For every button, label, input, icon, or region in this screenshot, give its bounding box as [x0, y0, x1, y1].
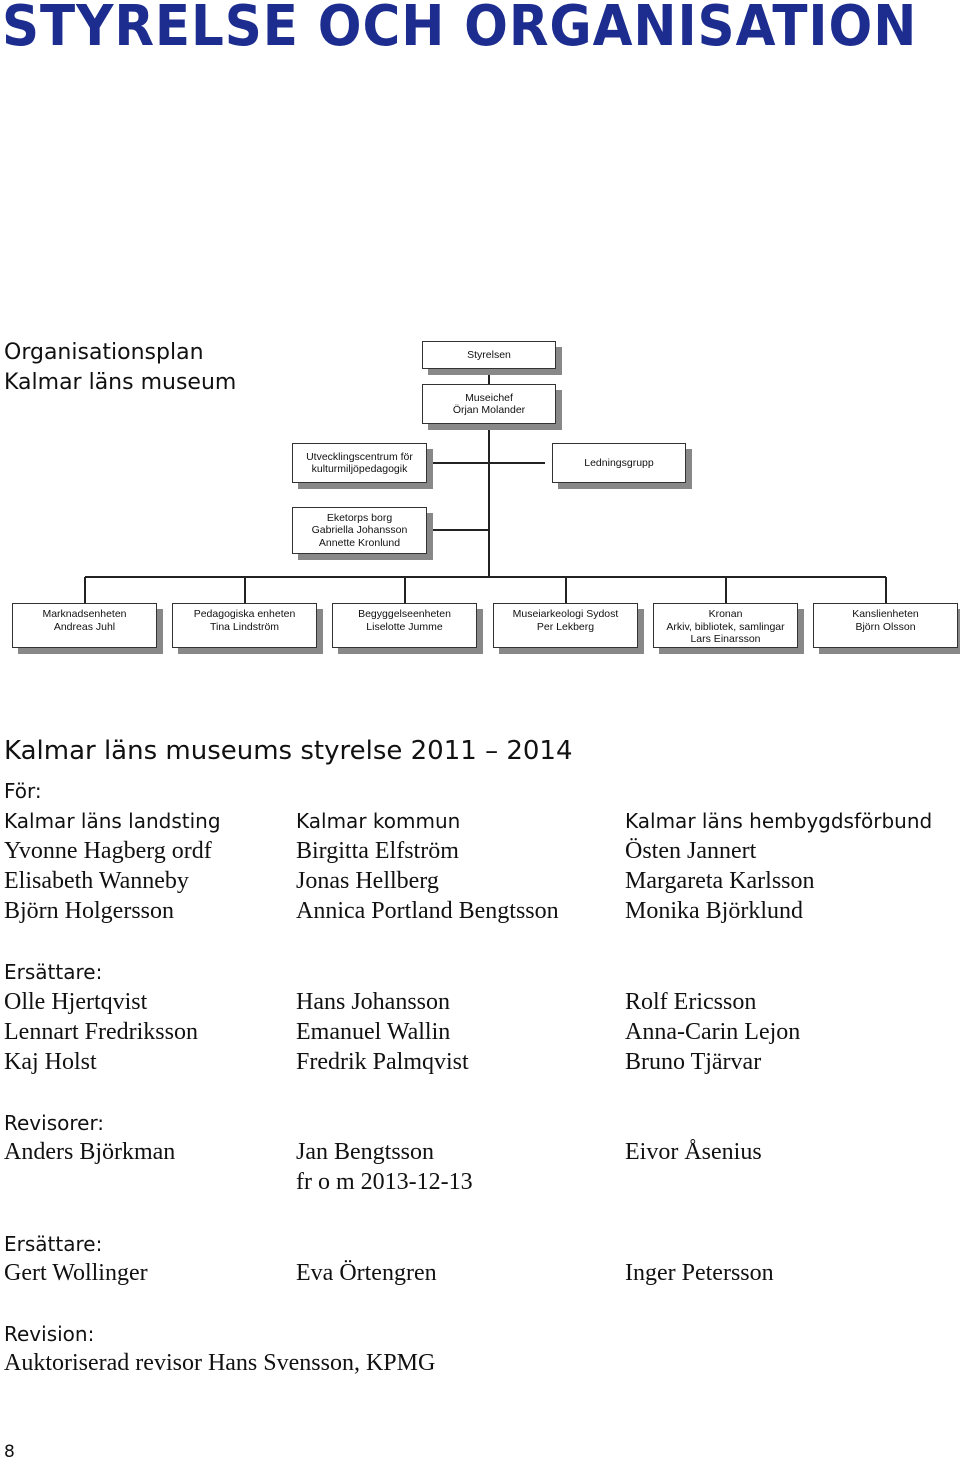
- column-header: Kalmar läns hembygdsförbund: [625, 809, 933, 833]
- org-box-unit-head: Andreas Juhl: [53, 620, 116, 633]
- org-box-unit-name: Marknadsenheten: [42, 608, 127, 620]
- board-member: Jonas Hellberg: [296, 868, 439, 894]
- org-box-unit-head: Liselotte Jumme: [366, 620, 443, 633]
- org-plan-heading-line2: Kalmar läns museum: [4, 370, 237, 395]
- revision-label: Revision:: [4, 1322, 95, 1346]
- auditor-substitute: Gert Wollinger: [4, 1260, 148, 1286]
- org-box-bebyggelse: [332, 603, 477, 648]
- auditor-note: fr o m 2013-12-13: [296, 1169, 473, 1195]
- org-box-unit-sub: Arkiv, bibliotek, samlingar: [666, 620, 785, 633]
- org-box-kronan: [653, 603, 798, 648]
- board-member: Björn Holgersson: [4, 898, 174, 924]
- board-member: Elisabeth Wanneby: [4, 868, 189, 894]
- auditor: Jan Bengtsson: [296, 1139, 434, 1165]
- org-box-label: Ledningsgrupp: [584, 456, 654, 469]
- board-member: Birgitta Elfström: [296, 838, 459, 864]
- auditor-substitute: Eva Örtengren: [296, 1260, 437, 1286]
- column-header: Kalmar kommun: [296, 809, 461, 833]
- org-box-role: Museichef: [465, 391, 513, 404]
- org-box-museichef: [422, 384, 556, 424]
- substitute-member: Olle Hjertqvist: [4, 989, 148, 1015]
- board-member: Monika Björklund: [625, 898, 803, 924]
- org-box-unit-name: Begyggelseenheten: [358, 608, 451, 620]
- substitute-member: Emanuel Wallin: [296, 1019, 451, 1045]
- org-box-line: Gabriella Johansson: [311, 524, 408, 537]
- column-header: Kalmar läns landsting: [4, 809, 221, 833]
- auditor: Eivor Åsenius: [625, 1139, 762, 1165]
- org-box-eketorp: [292, 507, 427, 554]
- org-box-person: Örjan Molander: [452, 404, 526, 416]
- org-box-label: Styrelsen: [467, 348, 511, 361]
- org-box-line: Annette Kronlund: [318, 536, 401, 549]
- org-box-line: kulturmiljöpedagogik: [311, 463, 408, 475]
- org-box-unit-head: Tina Lindström: [209, 620, 280, 633]
- org-box-unit-name: Kronan: [708, 608, 743, 620]
- org-plan-heading-line1: Organisationsplan: [4, 340, 204, 365]
- org-box-unit-head: Lars Einarsson: [690, 633, 761, 645]
- org-box-pedagogiska: [172, 603, 317, 648]
- org-box-utvecklingscentrum: [292, 443, 427, 483]
- substitute-member: Anna-Carin Lejon: [625, 1019, 801, 1045]
- board-heading: Kalmar läns museums styrelse 2011 – 2014: [4, 736, 573, 766]
- board-member: Margareta Karlsson: [625, 868, 815, 894]
- substitute-member: Bruno Tjärvar: [625, 1049, 762, 1075]
- auditor-substitutes-label: Ersättare:: [4, 1232, 103, 1256]
- org-box-unit-name: Museiarkeologi Sydost: [512, 608, 619, 620]
- org-box-unit-head: Per Lekberg: [536, 620, 595, 633]
- org-box-unit-head: Björn Olsson: [855, 620, 916, 633]
- revision-text: Auktoriserad revisor Hans Svensson, KPMG: [4, 1350, 436, 1376]
- auditor: Anders Björkman: [4, 1139, 176, 1165]
- substitute-member: Lennart Fredriksson: [4, 1019, 198, 1045]
- org-box-unit-name: Pedagogiska enheten: [193, 608, 296, 620]
- substitute-member: Kaj Holst: [4, 1049, 97, 1075]
- page-title: STYRELSE OCH ORGANISATION: [2, 0, 918, 59]
- board-member: Yvonne Hagberg ordf: [4, 838, 212, 864]
- board-member: Östen Jannert: [625, 838, 757, 864]
- org-box-museiarkeologi: [493, 603, 638, 648]
- substitute-member: Fredrik Palmqvist: [296, 1049, 469, 1075]
- for-label: För:: [4, 779, 42, 803]
- substitute-member: Hans Johansson: [296, 989, 450, 1015]
- org-box-ledningsgrupp: [552, 443, 686, 483]
- auditors-label: Revisorer:: [4, 1111, 105, 1135]
- substitute-member: Rolf Ericsson: [625, 989, 757, 1015]
- org-box-line: Eketorps borg: [326, 511, 393, 524]
- org-box-styrelsen: [422, 341, 556, 369]
- board-member: Annica Portland Bengtsson: [296, 898, 559, 924]
- auditor-substitute: Inger Petersson: [625, 1260, 774, 1286]
- org-box-marknadsenheten: [12, 603, 157, 648]
- org-box-unit-name: Kanslienheten: [852, 608, 919, 620]
- org-box-kanslienheten: [813, 603, 958, 648]
- page-number: 8: [4, 1442, 15, 1462]
- org-box-line: Utvecklingscentrum för: [306, 450, 413, 463]
- substitutes-label: Ersättare:: [4, 960, 103, 984]
